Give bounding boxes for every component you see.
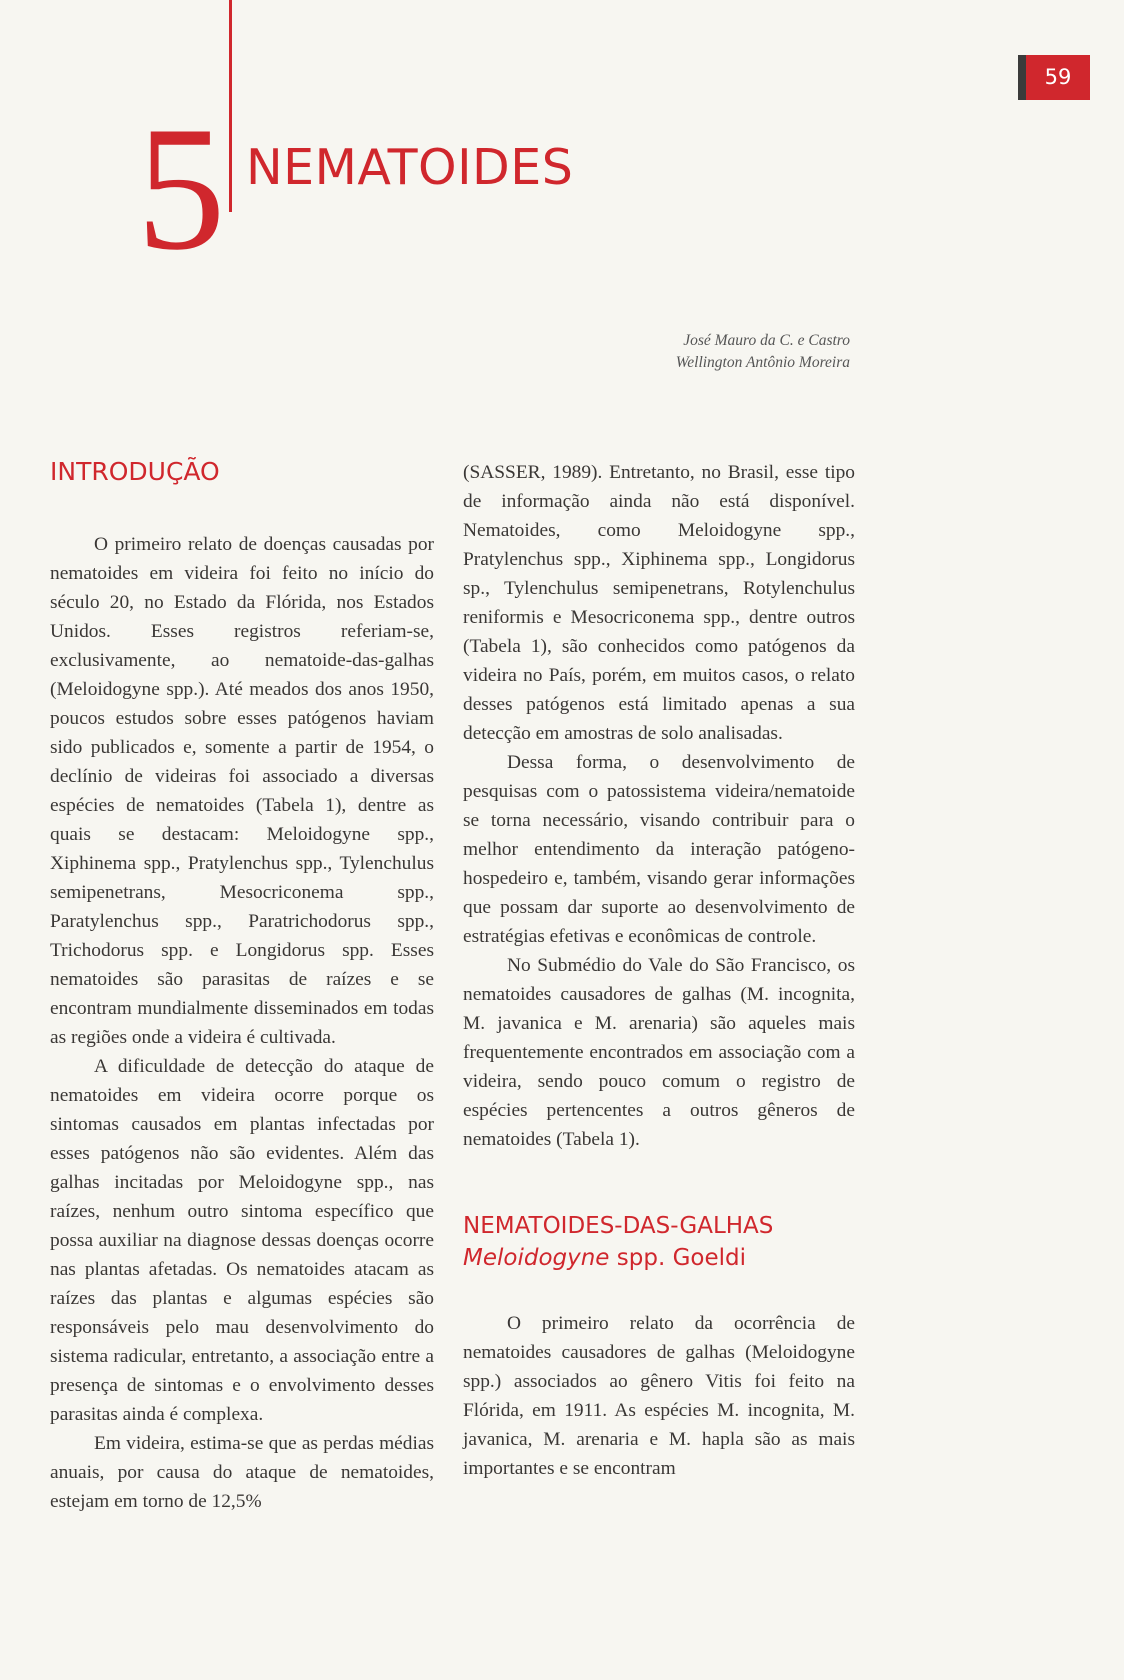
paragraph: O primeiro relato da ocorrência de nematoides causadores de galhas (Meloidogyne spp.) associados ao gênero Vitis foi feito na Flórida, em 1911. As espécies M. incognita, M. javanica, M. arenaria e M. hapla são as mais importantes e se encontram: [463, 1313, 855, 1479]
section-subheading: [463, 1242, 855, 1274]
page-number: 59: [1026, 55, 1090, 100]
authors: [676, 330, 850, 374]
paragraph: O primeiro relato de doenças causadas por nematoides em videira foi feito no início do século 20, no Estado da Flórida, nos Estados Unidos. Esses registros referiam-se, exclusivamente, ao nematoide-das-galhas (Meloidogyne spp.). Até meados dos anos 1950, poucos estudos sobre esses patógenos haviam sido publicados e, somente a partir de 1954, o declínio de videiras foi associado a diversas espécies de nematoides (Tabela 1), dentre as quais se destacam: Meloidogyne spp., Xiphinema spp., Pratylenchus spp., Tylenchulus semipenetrans, Mesocriconema spp., Paratylenchus spp., Paratrichodorus spp., Trichodorus spp. e Longidorus spp. Esses nematoides são parasitas de raízes e se encontram mundialmente disseminados em todas as regiões onde a videira é cultivada.: [50, 534, 434, 1048]
chapter-number: 5: [136, 89, 226, 287]
paragraph: Em videira, estima-se que as perdas médias anuais, por causa do ataque de nematoides, estejam em torno de 12,5%: [50, 1433, 434, 1512]
subheading-genus: Meloidogyne: [463, 1245, 610, 1271]
left-column: [50, 456, 434, 1516]
right-column: [463, 458, 855, 1483]
section-heading-introducao: INTRODUÇÃO: [50, 457, 220, 486]
paragraph: A dificuldade de detecção do ataque de nematoides em videira ocorre porque os sintomas causados em plantas infectadas por esses patógenos não são evidentes. Além das galhas incitadas por Meloidogyne spp., nas raízes, nenhum outro sintoma específico que possa auxiliar na diagnose dessas doenças ocorre nas plantas afetadas. Os nematoides atacam as raízes das plantas e algumas espécies são responsáveis pelo mau desenvolvimento do sistema radicular, entretanto, a associação entre a presença de sintomas e o envolvimento desses parasitas ainda é complexa.: [50, 1056, 434, 1425]
paragraph: Dessa forma, o desenvolvimento de pesquisas com o patossistema videira/nematoide se torna necessário, visando contribuir para o melhor entendimento da interação patógeno-hospedeiro e, também, visando gerar informações que possam dar suporte ao desenvolvimento de estratégias efetivas e econômicas de controle.: [463, 752, 855, 947]
section-heading-nematoides-das-galhas: NEMATOIDES-DAS-GALHAS: [463, 1213, 774, 1239]
author-2: Wellington Antônio Moreira: [675, 354, 850, 371]
paragraph-continued: (SASSER, 1989). Entretanto, no Brasil, esse tipo de informação ainda não está disponível. Nematoides, como Meloidogyne spp., Pratylenchus spp., Xiphinema spp., Longidorus sp., Tylenchulus semipenetrans, Rotylenchulus reniformis e Mesocriconema spp., dentre outros (Tabela 1), são conhecidos como patógenos da videira no País, porém, em muitos casos, o relato desses patógenos está limitado apenas a sua detecção em amostras de solo analisadas.: [463, 462, 855, 744]
chapter-title: NEMATOIDES: [246, 139, 574, 196]
subheading-rest: spp. Goeldi: [616, 1245, 747, 1271]
paragraph: No Submédio do Vale do São Francisco, os nematoides causadores de galhas (M. incognita, M. javanica e M. arenaria) são aqueles mais frequentemente encontrados em associação com a videira, sendo pouco comum o registro de espécies pertencentes a outros gêneros de nematoides (Tabela 1).: [463, 955, 855, 1150]
author-1: José Mauro da C. e Castro: [683, 332, 850, 349]
page-number-marker: [1018, 55, 1026, 100]
